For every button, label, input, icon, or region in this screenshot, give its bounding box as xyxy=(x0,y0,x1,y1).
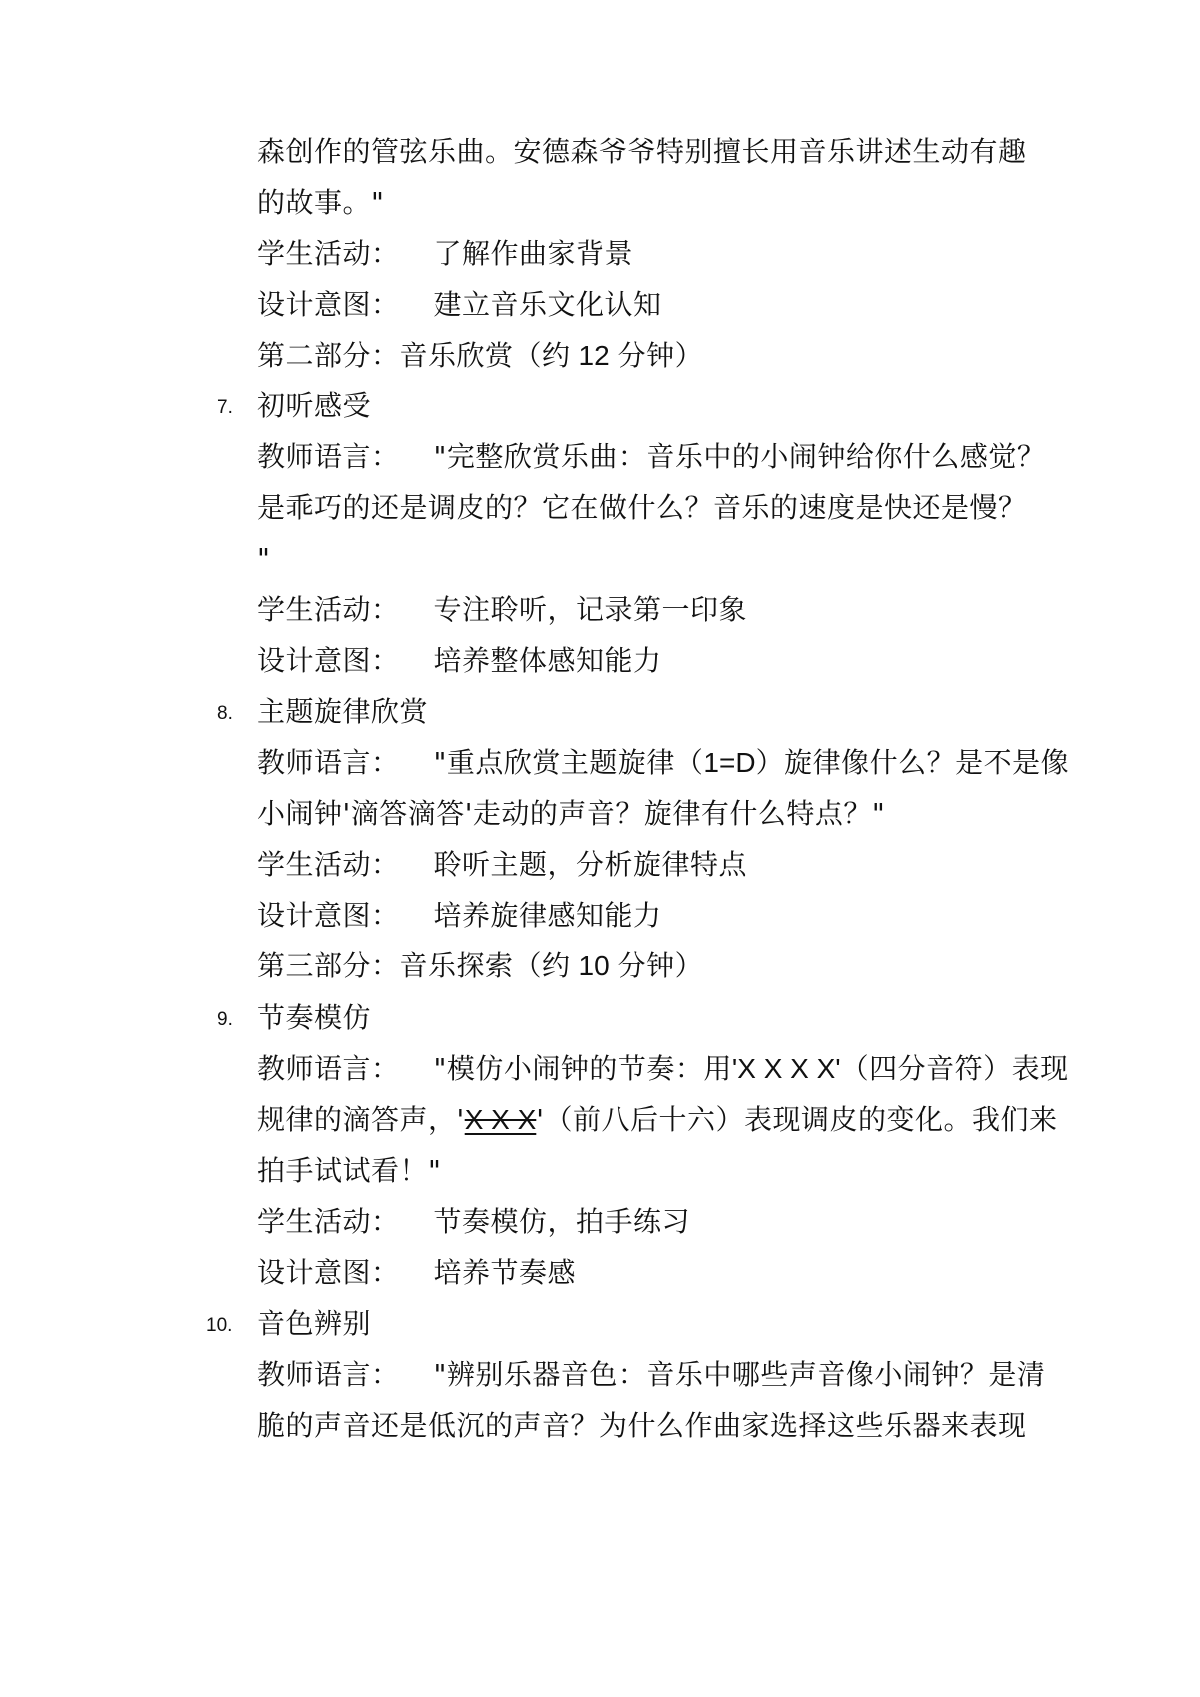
teacher-language-label: 教师语言： xyxy=(257,440,400,473)
item-number: 7. xyxy=(217,397,233,418)
paragraph-line: " xyxy=(257,542,271,575)
student-activity-label: 学生活动： xyxy=(257,1205,400,1238)
student-activity-row xyxy=(257,845,747,885)
teacher-language-row xyxy=(257,743,1069,783)
paragraph-line xyxy=(257,1100,1058,1140)
section-heading-text: 第三部分：音乐探索（约 xyxy=(257,949,571,982)
student-activity-label: 学生活动： xyxy=(257,593,400,626)
student-activity-label: 学生活动： xyxy=(257,848,400,881)
design-intent-text: 培养节奏感 xyxy=(433,1256,577,1289)
design-intent-row xyxy=(257,641,662,681)
student-activity-text: 聆听主题，分析旋律特点 xyxy=(433,848,748,881)
item-number: 9. xyxy=(217,1009,233,1030)
item-title: 音色辨别 xyxy=(257,1307,372,1340)
section-heading-suffix: 分钟） xyxy=(617,339,704,372)
student-activity-row xyxy=(257,234,633,274)
paragraph-line: 的故事。" xyxy=(257,186,385,219)
section-minutes: 10 xyxy=(578,950,610,981)
item-title: 初听感受 xyxy=(257,389,372,422)
student-activity-label: 学生活动： xyxy=(257,237,400,270)
section-heading-text: 第二部分：音乐欣赏（约 xyxy=(257,339,571,372)
paragraph-line: 是乖巧的还是调皮的？它在做什么？音乐的速度是快还是慢？ xyxy=(257,491,1027,524)
teacher-language-label: 教师语言： xyxy=(257,1358,400,1391)
teacher-language-row xyxy=(257,1355,1045,1395)
teacher-language-text: "重点欣赏主题旋律（ xyxy=(433,746,704,779)
paragraph-line: 脆的声音还是低沉的声音？为什么作曲家选择这些乐器来表现 xyxy=(257,1409,1027,1442)
teacher-language-text: "模仿小闹钟的节奏：用 xyxy=(433,1052,732,1085)
paragraph-line: 拍手试试看！" xyxy=(257,1154,442,1187)
section-minutes: 12 xyxy=(578,340,610,371)
section-heading-part2 xyxy=(257,336,703,376)
paragraph-text: 规律的滴答声，' xyxy=(257,1103,465,1136)
paragraph-text: '（前八后十六）表现调皮的变化。我们来 xyxy=(536,1103,1058,1136)
key-signature: 1=D xyxy=(703,747,756,778)
teacher-language-text: （四分音符）表现 xyxy=(840,1052,1069,1085)
design-intent-text: 培养旋律感知能力 xyxy=(433,899,662,932)
design-intent-text: 培养整体感知能力 xyxy=(433,644,662,677)
paragraph-line: 小闹钟'滴答滴答'走动的声音？旋律有什么特点？" xyxy=(257,797,886,830)
student-activity-text: 专注聆听，记录第一印象 xyxy=(433,593,748,626)
design-intent-label: 设计意图： xyxy=(257,288,400,321)
section-heading-part3 xyxy=(257,946,703,986)
design-intent-row xyxy=(257,285,662,325)
item-title: 主题旋律欣赏 xyxy=(257,695,429,728)
teacher-language-label: 教师语言： xyxy=(257,746,400,779)
student-activity-row xyxy=(257,590,747,630)
teacher-language-label: 教师语言： xyxy=(257,1052,400,1085)
design-intent-label: 设计意图： xyxy=(257,644,400,677)
item-number: 8. xyxy=(217,703,233,724)
student-activity-row xyxy=(257,1202,690,1242)
student-activity-text: 了解作曲家背景 xyxy=(433,237,634,270)
item-title: 节奏模仿 xyxy=(257,1001,372,1034)
rhythm-pattern-notated: X X X xyxy=(464,1104,537,1135)
design-intent-row xyxy=(257,896,662,936)
rhythm-pattern: 'X X X X' xyxy=(731,1053,841,1084)
item-number: 10. xyxy=(206,1315,233,1336)
design-intent-label: 设计意图： xyxy=(257,899,400,932)
teacher-language-row xyxy=(257,1049,1069,1089)
teacher-language-text: "完整欣赏乐曲：音乐中的小闹钟给你什么感觉？ xyxy=(433,440,1046,473)
teacher-language-text: "辨别乐器音色：音乐中哪些声音像小闹钟？是清 xyxy=(433,1358,1046,1391)
section-heading-suffix: 分钟） xyxy=(617,949,704,982)
student-activity-text: 节奏模仿，拍手练习 xyxy=(433,1205,691,1238)
design-intent-text: 建立音乐文化认知 xyxy=(433,288,662,321)
paragraph-line: 森创作的管弦乐曲。安德森爷爷特别擅长用音乐讲述生动有趣 xyxy=(257,135,1027,168)
teacher-language-row xyxy=(257,437,1045,477)
design-intent-label: 设计意图： xyxy=(257,1256,400,1289)
design-intent-row xyxy=(257,1253,576,1293)
teacher-language-text: ）旋律像什么？是不是像 xyxy=(755,746,1070,779)
